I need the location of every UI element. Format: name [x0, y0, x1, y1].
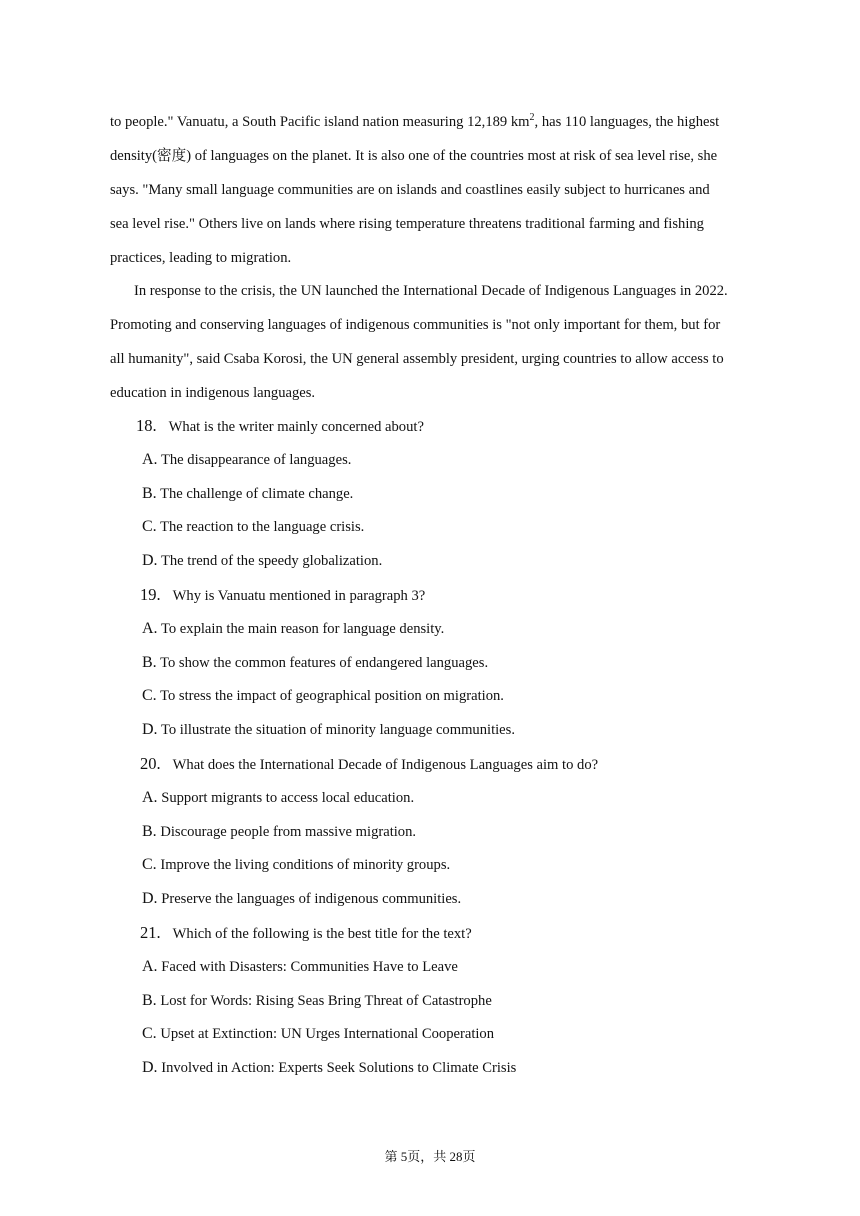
- option[interactable]: [110, 848, 760, 882]
- option-letter: D.: [142, 721, 158, 739]
- option-letter: D.: [142, 552, 158, 570]
- questions-section: [110, 409, 760, 1085]
- passage-line: [110, 105, 760, 139]
- option-text: Lost for Words: Rising Seas Bring Threat of Catastrophe: [160, 992, 492, 1009]
- option-text: To stress the impact of geographical position on migration.: [160, 688, 504, 705]
- option-letter: C.: [142, 687, 157, 705]
- option-letter: C.: [142, 518, 157, 536]
- question-stem: [110, 578, 760, 612]
- question-number: 18.: [136, 416, 157, 435]
- passage-text: to people." Vanuatu, a South Pacific island nation measuring 12,189 km: [110, 114, 530, 130]
- question-number: 21.: [140, 922, 161, 942]
- passage-text: , has 110 languages, the highest: [534, 114, 720, 130]
- question-number: 20.: [140, 753, 161, 773]
- passage-line: all humanity", said Csaba Korosi, the UN general assembly president, urging countries to allow access to: [110, 351, 724, 367]
- option-text: Preserve the languages of indigenous communities.: [161, 891, 462, 908]
- option[interactable]: [110, 1017, 760, 1051]
- passage-line: In response to the crisis, the UN launched the International Decade of Indigenous Languages in 2022.: [134, 283, 728, 299]
- option[interactable]: [110, 984, 760, 1018]
- option[interactable]: [110, 544, 760, 578]
- passage-line: density(密度) of languages on the planet. It is also one of the countries most at risk of sea level rise, she: [110, 148, 718, 164]
- question-stem: [110, 409, 760, 443]
- option-letter: A.: [142, 788, 158, 806]
- option-text: Support migrants to access local education.: [161, 789, 415, 806]
- passage-paragraph-continued: [110, 105, 760, 275]
- option-text: The trend of the speedy globalization.: [160, 553, 383, 570]
- option[interactable]: [110, 679, 760, 713]
- option[interactable]: [110, 815, 760, 849]
- passage-line: practices, leading to migration.: [110, 250, 292, 266]
- option-text: The disappearance of languages.: [160, 451, 352, 468]
- question-stem: [110, 916, 760, 950]
- passage-line: sea level rise." Others live on lands where rising temperature threatens traditional farming and fishing: [110, 216, 704, 232]
- superscript: 2: [529, 112, 535, 123]
- option-letter: D.: [142, 1059, 158, 1077]
- question-text: What does the International Decade of Indigenous Languages aim to do?: [172, 756, 599, 773]
- option[interactable]: [110, 510, 760, 544]
- option[interactable]: [110, 781, 760, 815]
- option-text: The challenge of climate change.: [160, 485, 354, 502]
- option-text: To show the common features of endangered languages.: [160, 654, 489, 671]
- option-text: Improve the living conditions of minority groups.: [160, 857, 451, 874]
- question-text: Why is Vanuatu mentioned in paragraph 3?: [172, 587, 426, 604]
- option[interactable]: [110, 443, 760, 477]
- option-text: To illustrate the situation of minority language communities.: [160, 722, 515, 739]
- option-text: Discourage people from massive migration.: [160, 823, 417, 840]
- option[interactable]: [110, 950, 760, 984]
- passage-line: Promoting and conserving languages of indigenous communities is "not only important for them, but for: [110, 317, 721, 333]
- option[interactable]: [110, 612, 760, 646]
- option-letter: B.: [142, 822, 157, 840]
- question-text: What is the writer mainly concerned about?: [168, 419, 424, 435]
- passage-line: says. "Many small language communities are on islands and coastlines easily subject to hurricanes and: [110, 182, 710, 198]
- option-text: To explain the main reason for language density.: [160, 620, 445, 637]
- option[interactable]: [110, 477, 760, 511]
- question-text: Which of the following is the best title for the text?: [172, 925, 472, 942]
- page-footer: 第 5页，共 28页: [384, 1149, 476, 1164]
- option-letter: A.: [142, 957, 158, 975]
- option[interactable]: [110, 646, 760, 680]
- option-text: Involved in Action: Experts Seek Solutions to Climate Crisis: [161, 1060, 517, 1077]
- option[interactable]: [110, 713, 760, 747]
- option-text: The reaction to the language crisis.: [160, 519, 365, 536]
- option-text: Faced with Disasters: Communities Have to Leave: [161, 958, 458, 975]
- option-letter: B.: [142, 484, 157, 502]
- question-number: 19.: [140, 584, 161, 604]
- option-letter: B.: [142, 991, 157, 1009]
- option-letter: C.: [142, 1025, 157, 1043]
- option-text: Upset at Extinction: UN Urges International Cooperation: [160, 1026, 495, 1043]
- option-letter: B.: [142, 653, 157, 671]
- option-letter: A.: [142, 450, 158, 468]
- option[interactable]: [110, 1051, 760, 1085]
- option[interactable]: [110, 882, 760, 916]
- question-stem: [110, 747, 760, 781]
- passage-line: education in indigenous languages.: [110, 385, 316, 401]
- option-letter: A.: [142, 619, 158, 637]
- passage-paragraph: [110, 274, 760, 410]
- option-letter: C.: [142, 856, 157, 874]
- option-letter: D.: [142, 890, 158, 908]
